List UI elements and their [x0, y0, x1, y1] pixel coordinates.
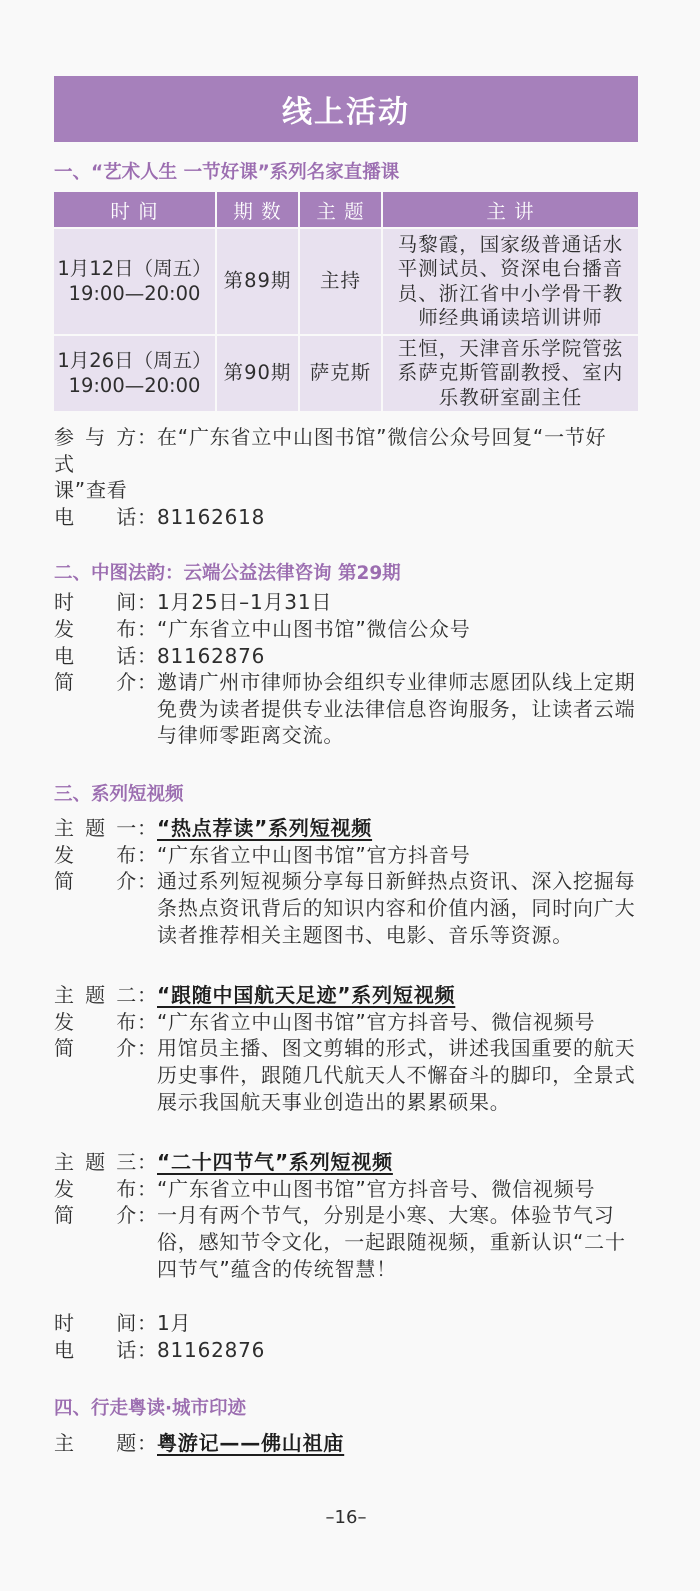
time-label: 时 间 — [54, 590, 137, 615]
label-colon: ： — [137, 983, 158, 1008]
intro-line: 邀请广州市律师协会组织专业律师志愿团队线上定期 — [157, 670, 636, 695]
label-colon: ： — [137, 1337, 158, 1362]
section4-heading: 四、行走粤读·城市印迹 — [54, 1398, 247, 1420]
page-title-banner — [54, 76, 638, 142]
intro-row — [54, 669, 638, 749]
participation-continued — [54, 477, 638, 504]
topic-title: “热点荐读”系列短视频 — [157, 816, 373, 841]
intro-line: 历史事件，跟随几代航天人不懈奋斗的脚印，全景式 — [157, 1062, 636, 1087]
intro-row — [54, 1035, 638, 1115]
label-colon: ： — [137, 842, 158, 867]
video-topic-2 — [54, 982, 638, 1115]
publisher-label: 发 布 — [54, 1009, 137, 1034]
intro-text — [157, 1035, 638, 1115]
speaker-line: 平测试员、资深电台播音 — [397, 257, 624, 280]
intro-label: 简 介 — [54, 1203, 137, 1228]
phone-value: 81162876 — [157, 1337, 266, 1362]
phone-label: 电 话 — [54, 1337, 137, 1362]
publisher-row — [54, 616, 638, 643]
publisher-row — [54, 842, 638, 869]
publisher-row — [54, 1176, 638, 1203]
publisher-label: 发 布 — [54, 1176, 137, 1201]
intro-line: 通过系列短视频分享每日新鲜热点资讯、深入挖掘每 — [157, 869, 636, 894]
label-colon: ： — [137, 643, 158, 668]
phone-value: 81162876 — [157, 643, 266, 668]
publisher-label: 发 布 — [54, 842, 137, 867]
table-header-issue: 期 数 — [217, 192, 298, 227]
topic-row — [54, 1149, 638, 1176]
label-colon: ： — [137, 1036, 158, 1061]
intro-text — [157, 868, 638, 948]
intro-line: 四节气”蕴含的传统智慧！ — [157, 1256, 397, 1281]
time-value: 1月25日–1月31日 — [157, 590, 333, 615]
table-cell-speaker — [383, 336, 638, 411]
intro-line: 免费为读者提供专业法律信息咨询服务，让读者云端 — [157, 696, 636, 721]
intro-line: 用馆员主播、图文剪辑的形式，讲述我国重要的航天 — [157, 1036, 636, 1061]
participation-label: 参与方式 — [54, 425, 137, 476]
label-colon: ： — [137, 590, 158, 615]
participation-text-cont: 课”查看 — [54, 478, 128, 503]
video-topic-3 — [54, 1149, 638, 1282]
cell-date: 1月12日（周五） — [57, 257, 212, 280]
label-colon: ： — [137, 1009, 158, 1034]
speaker-line: 乐教研室副主任 — [438, 385, 583, 409]
participation-row — [54, 424, 638, 477]
topic-label: 主 题 — [54, 1431, 137, 1456]
table-cell-datetime — [54, 229, 215, 334]
publisher-label: 发 布 — [54, 616, 137, 641]
table-cell-datetime — [54, 336, 215, 411]
topic-row — [54, 815, 638, 842]
speaker-line: 师经典诵读培训讲师 — [418, 306, 603, 329]
intro-line: 一月有两个节气，分别是小寒、大寒。体验节气习 — [157, 1203, 615, 1228]
speaker-line: 员、浙江省中小学骨干教 — [397, 281, 624, 305]
intro-line: 俗，感知节令文化，一起跟随视频，重新认识“二十 — [157, 1229, 626, 1254]
cell-time: 19:00—20:00 — [68, 281, 201, 305]
cell-date: 1月26日（周五） — [57, 349, 212, 372]
table-cell-speaker — [383, 229, 638, 334]
phone-label: 电 话 — [54, 643, 137, 668]
time-row — [54, 589, 638, 616]
label-colon: ： — [137, 1431, 158, 1456]
phone-row — [54, 643, 638, 670]
topic-label: 主 题 二 — [54, 983, 137, 1008]
section3-heading: 三、系列短视频 — [54, 783, 184, 805]
publisher-value: “广东省立中山图书馆”官方抖音号、微信视频号 — [157, 1009, 596, 1034]
table-cell-topic: 萨克斯 — [300, 336, 381, 411]
label-colon: ： — [137, 1203, 158, 1228]
label-colon: ： — [137, 816, 158, 841]
label-colon: ： — [137, 670, 158, 695]
topic-row — [54, 1430, 638, 1457]
publisher-row — [54, 1009, 638, 1036]
label-colon: ： — [137, 869, 158, 894]
cell-time: 19:00—20:00 — [68, 373, 201, 397]
label-colon: ： — [137, 1176, 158, 1201]
intro-label: 简 介 — [54, 869, 137, 894]
intro-row — [54, 868, 638, 948]
section1-details — [54, 424, 638, 530]
topic-title: “跟随中国航天足迹”系列短视频 — [157, 983, 456, 1008]
label-colon: ： — [137, 1311, 158, 1336]
label-colon: ： — [137, 504, 158, 529]
intro-label: 简 介 — [54, 1036, 137, 1061]
table-header-topic: 主 题 — [300, 192, 381, 227]
phone-row — [54, 504, 638, 531]
section2-heading: 二、中图法韵：云端公益法律咨询 第29期 — [54, 563, 401, 585]
topic-title: 粤游记——佛山祖庙 — [157, 1431, 345, 1456]
time-row — [54, 1310, 638, 1337]
label-colon: ： — [137, 616, 158, 641]
section2-details — [54, 589, 638, 749]
phone-value: 81162618 — [157, 504, 266, 529]
intro-line: 条热点资讯背后的知识内容和价值内涵，同时向广大 — [157, 896, 636, 921]
speaker-line: 系萨克斯管副教授、室内 — [397, 361, 624, 385]
label-colon: ： — [137, 1150, 158, 1175]
phone-label: 电 话 — [54, 504, 137, 529]
section1-heading: 一、“艺术人生 一节好课”系列名家直播课 — [54, 162, 400, 183]
intro-text — [157, 1202, 638, 1282]
publisher-value: “广东省立中山图书馆”官方抖音号 — [157, 842, 471, 867]
time-label: 时 间 — [54, 1311, 137, 1336]
publisher-value: “广东省立中山图书馆”微信公众号 — [157, 616, 471, 641]
video-topic-1 — [54, 815, 638, 948]
page-content — [54, 0, 638, 1457]
intro-text — [157, 669, 638, 749]
section3-contact — [54, 1310, 638, 1363]
table-header-speaker: 主 讲 — [383, 192, 638, 227]
speaker-line: 马黎霞，国家级普通话水 — [397, 232, 624, 256]
topic-label: 主 题 三 — [54, 1150, 137, 1175]
table-header-time: 时 间 — [54, 192, 215, 227]
participation-text: 在“广东省立中山图书馆”微信公众号回复“一节好 — [157, 425, 607, 449]
section4-details — [54, 1430, 638, 1457]
intro-row — [54, 1202, 638, 1282]
live-course-table — [54, 192, 638, 411]
intro-line: 读者推荐相关主题图书、电影、音乐等资源。 — [157, 922, 573, 947]
intro-label: 简 介 — [54, 670, 137, 695]
speaker-line: 王恒，天津音乐学院管弦 — [397, 336, 624, 360]
page-number: –16– — [325, 1507, 367, 1528]
table-cell-topic: 主持 — [300, 229, 381, 334]
intro-line: 与律师零距离交流。 — [157, 723, 345, 748]
table-cell-issue: 第89期 — [217, 229, 298, 334]
intro-line: 展示我国航天事业创造出的累累硕果。 — [157, 1089, 511, 1114]
time-value: 1月 — [157, 1311, 192, 1336]
phone-row — [54, 1337, 638, 1364]
topic-label: 主 题 一 — [54, 816, 137, 841]
topic-row — [54, 982, 638, 1009]
publisher-value: “广东省立中山图书馆”官方抖音号、微信视频号 — [157, 1176, 596, 1201]
page-title: 线上活动 — [282, 95, 410, 130]
topic-title: “二十四节气”系列短视频 — [157, 1150, 393, 1175]
table-cell-issue: 第90期 — [217, 336, 298, 411]
label-colon: ： — [137, 425, 158, 449]
